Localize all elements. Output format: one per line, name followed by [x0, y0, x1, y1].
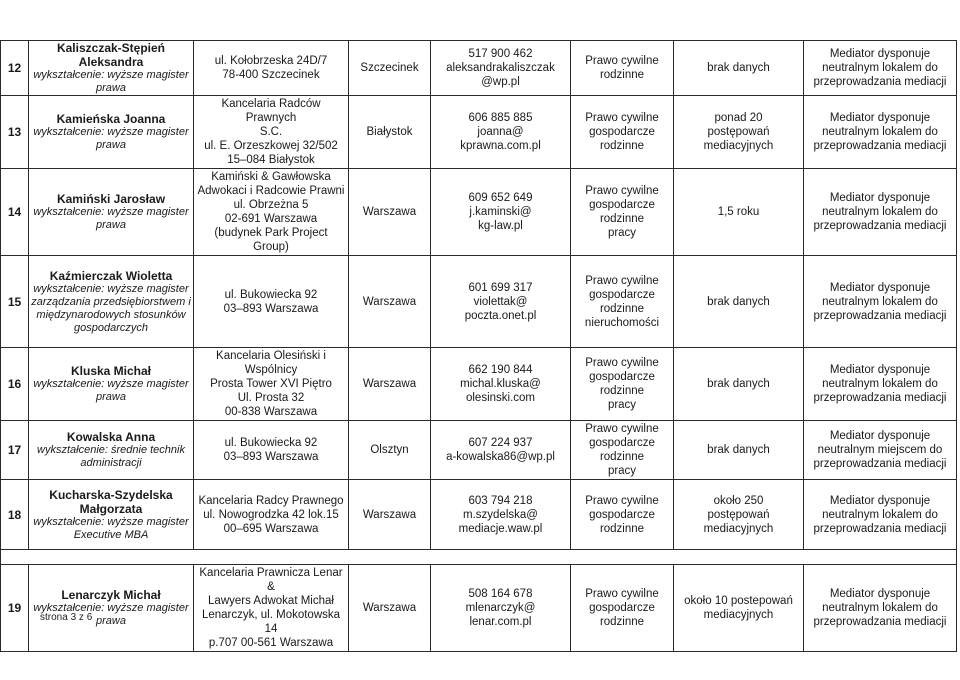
specialty-cell: Prawo cywilne gospodarcze rodzinne pracy — [571, 169, 674, 256]
specialty-cell: Prawo cywilne gospodarcze rodzinne nieruchomości — [571, 256, 674, 348]
venue-cell: Mediator dysponuje neutralnym lokalem do przeprowadzania mediacji — [804, 348, 957, 421]
mediator-education: wykształcenie: średnie technik administracji — [37, 444, 185, 469]
mediator-cell — [29, 348, 194, 421]
table-body — [1, 41, 957, 652]
city-cell: Warszawa — [349, 480, 431, 550]
mediator-cell — [29, 256, 194, 348]
row-number: 18 — [1, 480, 29, 550]
specialty-cell: Prawo cywilne gospodarcze rodzinne — [571, 96, 674, 169]
venue-cell: Mediator dysponuje neutralnym lokalem do przeprowadzania mediacji — [804, 480, 957, 550]
mediator-education: wykształcenie: wyższe magister prawa — [33, 378, 189, 403]
city-cell: Warszawa — [349, 565, 431, 652]
mediator-education: wykształcenie: wyższe magister prawa — [33, 206, 189, 231]
contact-cell: 601 699 317 violettak@ poczta.onet.pl — [431, 256, 571, 348]
venue-cell: Mediator dysponuje neutralnym lokalem do przeprowadzania mediacji — [804, 96, 957, 169]
mediator-education: wykształcenie: wyższe magister zarządzania przedsiębiorstwem i międzynarodowych stosunków gospodarczych — [31, 282, 191, 334]
mediator-education: wykształcenie: wyższe magister prawa — [33, 69, 189, 94]
contact-cell: 517 900 462 aleksandrakaliszczak @wp.pl — [431, 41, 571, 96]
mediator-name: Lenarczyk Michał — [61, 588, 161, 602]
experience-cell: brak danych — [674, 421, 804, 480]
address-cell: Kancelaria Prawnicza Lenar & Lawyers Adwokat Michał Lenarczyk, ul. Mokotowska 14 p.707 00-561 Warszawa — [194, 565, 349, 652]
mediator-education: wykształcenie: wyższe magister prawa — [33, 126, 189, 151]
row-number: 12 — [1, 41, 29, 96]
row-number: 19 — [1, 565, 29, 652]
experience-cell: brak danych — [674, 348, 804, 421]
table-row — [1, 421, 957, 480]
experience-cell: około 10 postepowań mediacyjnych — [674, 565, 804, 652]
address-cell: ul. Kołobrzeska 24D/7 78-400 Szczecinek — [194, 41, 349, 96]
mediator-name: Kowalska Anna — [66, 430, 156, 444]
mediator-cell — [29, 96, 194, 169]
experience-cell: 1,5 roku — [674, 169, 804, 256]
mediator-name: Kaźmierczak Wioletta — [49, 268, 173, 283]
contact-cell: 508 164 678 mlenarczyk@ lenar.com.pl — [431, 565, 571, 652]
contact-cell: 609 652 649 j.kaminski@ kg-law.pl — [431, 169, 571, 256]
address-cell: ul. Bukowiecka 92 03–893 Warszawa — [194, 421, 349, 480]
row-number: 16 — [1, 348, 29, 421]
mediator-cell — [29, 480, 194, 550]
specialty-cell: Prawo cywilne gospodarcze rodzinne — [571, 565, 674, 652]
city-cell: Szczecinek — [349, 41, 431, 96]
city-cell: Olsztyn — [349, 421, 431, 480]
mediator-education: wykształcenie: wyższe magister prawa — [33, 602, 189, 627]
city-cell: Warszawa — [349, 348, 431, 421]
venue-cell: Mediator dysponuje neutralnym lokalem do przeprowadzania mediacji — [804, 169, 957, 256]
table-row — [1, 96, 957, 169]
address-cell: Kancelaria Olesiński i Wspólnicy Prosta Tower XVI Piętro Ul. Prosta 32 00-838 Warszawa — [194, 348, 349, 421]
spacer-cell — [1, 550, 957, 565]
specialty-cell: Prawo cywilne gospodarcze rodzinne pracy — [571, 421, 674, 480]
mediator-cell — [29, 565, 194, 652]
mediators-table — [0, 40, 957, 652]
table-spacer — [1, 550, 957, 565]
table-row — [1, 480, 957, 550]
venue-cell: Mediator dysponuje neutralnym lokalem do przeprowadzania mediacji — [804, 565, 957, 652]
row-number: 13 — [1, 96, 29, 169]
experience-cell: brak danych — [674, 256, 804, 348]
table-row — [1, 565, 957, 652]
contact-cell: 662 190 844 michal.kluska@ olesinski.com — [431, 348, 571, 421]
address-cell: Kamiński & Gawłowska Adwokaci i Radcowie Prawni ul. Obrzeżna 5 02-691 Warszawa (budynek Park Project Group) — [194, 169, 349, 256]
city-cell: Warszawa — [349, 256, 431, 348]
mediator-name: Kamiński Jarosław — [56, 192, 166, 206]
venue-cell: Mediator dysponuje neutralnym lokalem do przeprowadzania mediacji — [804, 256, 957, 348]
mediator-cell — [29, 421, 194, 480]
mediator-name: Kamieńska Joanna — [56, 112, 166, 126]
mediator-name: Kluska Michał — [70, 364, 152, 378]
venue-cell: Mediator dysponuje neutralnym lokalem do przeprowadzania mediacji — [804, 41, 957, 96]
table-row — [1, 169, 957, 256]
mediator-cell — [29, 169, 194, 256]
address-cell: ul. Bukowiecka 92 03–893 Warszawa — [194, 256, 349, 348]
experience-cell: ponad 20 postępowań mediacyjnych — [674, 96, 804, 169]
venue-cell: Mediator dysponuje neutralnym miejscem do przeprowadzania mediacji — [804, 421, 957, 480]
contact-cell: 607 224 937 a-kowalska86@wp.pl — [431, 421, 571, 480]
table-row — [1, 256, 957, 348]
row-number: 14 — [1, 169, 29, 256]
mediator-name: Kucharska-Szydelska Małgorzata — [49, 487, 173, 516]
address-cell: Kancelaria Radcy Prawnego ul. Nowogrodzka 42 lok.15 00–695 Warszawa — [194, 480, 349, 550]
row-number: 17 — [1, 421, 29, 480]
city-cell: Warszawa — [349, 169, 431, 256]
table-row — [1, 41, 957, 96]
specialty-cell: Prawo cywilne gospodarcze rodzinne — [571, 480, 674, 550]
specialty-cell: Prawo cywilne gospodarcze rodzinne pracy — [571, 348, 674, 421]
address-cell: Kancelaria Radców Prawnych S.C. ul. E. Orzeszkowej 32/502 15–084 Białystok — [194, 96, 349, 169]
experience-cell: około 250 postępowań mediacyjnych — [674, 480, 804, 550]
specialty-cell: Prawo cywilne rodzinne — [571, 41, 674, 96]
mediator-education: wykształcenie: wyższe magister Executive MBA — [33, 515, 189, 541]
contact-cell: 603 794 218 m.szydelska@ mediacje.waw.pl — [431, 480, 571, 550]
city-cell: Białystok — [349, 96, 431, 169]
page-number: strona 3 z 6 — [40, 612, 93, 623]
contact-cell: 606 885 885 joanna@ kprawna.com.pl — [431, 96, 571, 169]
mediator-name: Kaliszczak-Stępień Aleksandra — [56, 41, 166, 69]
experience-cell: brak danych — [674, 41, 804, 96]
mediator-cell — [29, 41, 194, 96]
row-number: 15 — [1, 256, 29, 348]
table-row — [1, 348, 957, 421]
